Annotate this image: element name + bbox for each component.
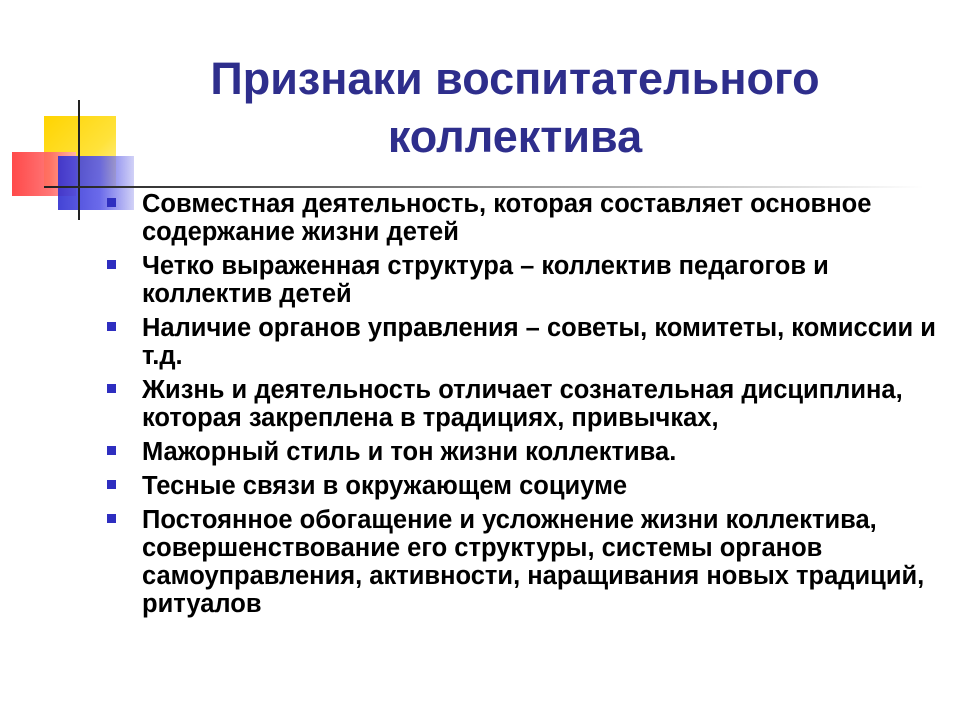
bullet-item xyxy=(100,376,940,432)
square-bullet-icon xyxy=(107,260,116,269)
bullet-text: Наличие органов управления – советы, комитеты, комиссии и т.д. xyxy=(142,314,936,370)
bullet-text: Постоянное обогащение и усложнение жизни коллектива, совершенствование его структуры, системы органов самоуправления, активности, наращивания новых традиций, ритуалов xyxy=(142,506,925,618)
bullet-item xyxy=(100,472,940,500)
vertical-divider-line xyxy=(78,100,80,220)
square-bullet-icon xyxy=(107,322,116,331)
square-bullet-icon xyxy=(107,384,116,393)
bullet-list xyxy=(100,190,940,624)
slide-title: Признаки воспитательного коллектива xyxy=(210,53,820,162)
bullet-text: Четко выраженная структура – коллектив педагогов и коллектив детей xyxy=(142,252,829,308)
bullet-item xyxy=(100,506,940,618)
bullet-text: Совместная деятельность, которая составляет основное содержание жизни детей xyxy=(142,190,872,246)
bullet-text: Тесные связи в окружающем социуме xyxy=(142,472,628,500)
square-bullet-icon xyxy=(107,446,116,455)
square-bullet-icon xyxy=(107,514,116,523)
bullet-item xyxy=(100,190,940,246)
horizontal-divider-line xyxy=(44,186,924,188)
bullet-item xyxy=(100,252,940,308)
bullet-item xyxy=(100,314,940,370)
square-bullet-icon xyxy=(107,480,116,489)
bullet-text: Мажорный стиль и тон жизни коллектива. xyxy=(142,438,677,466)
bullet-item xyxy=(100,438,940,466)
square-bullet-icon xyxy=(107,198,116,207)
bullet-text: Жизнь и деятельность отличает сознательная дисциплина, которая закреплена в традициях, привычках, xyxy=(142,376,903,432)
